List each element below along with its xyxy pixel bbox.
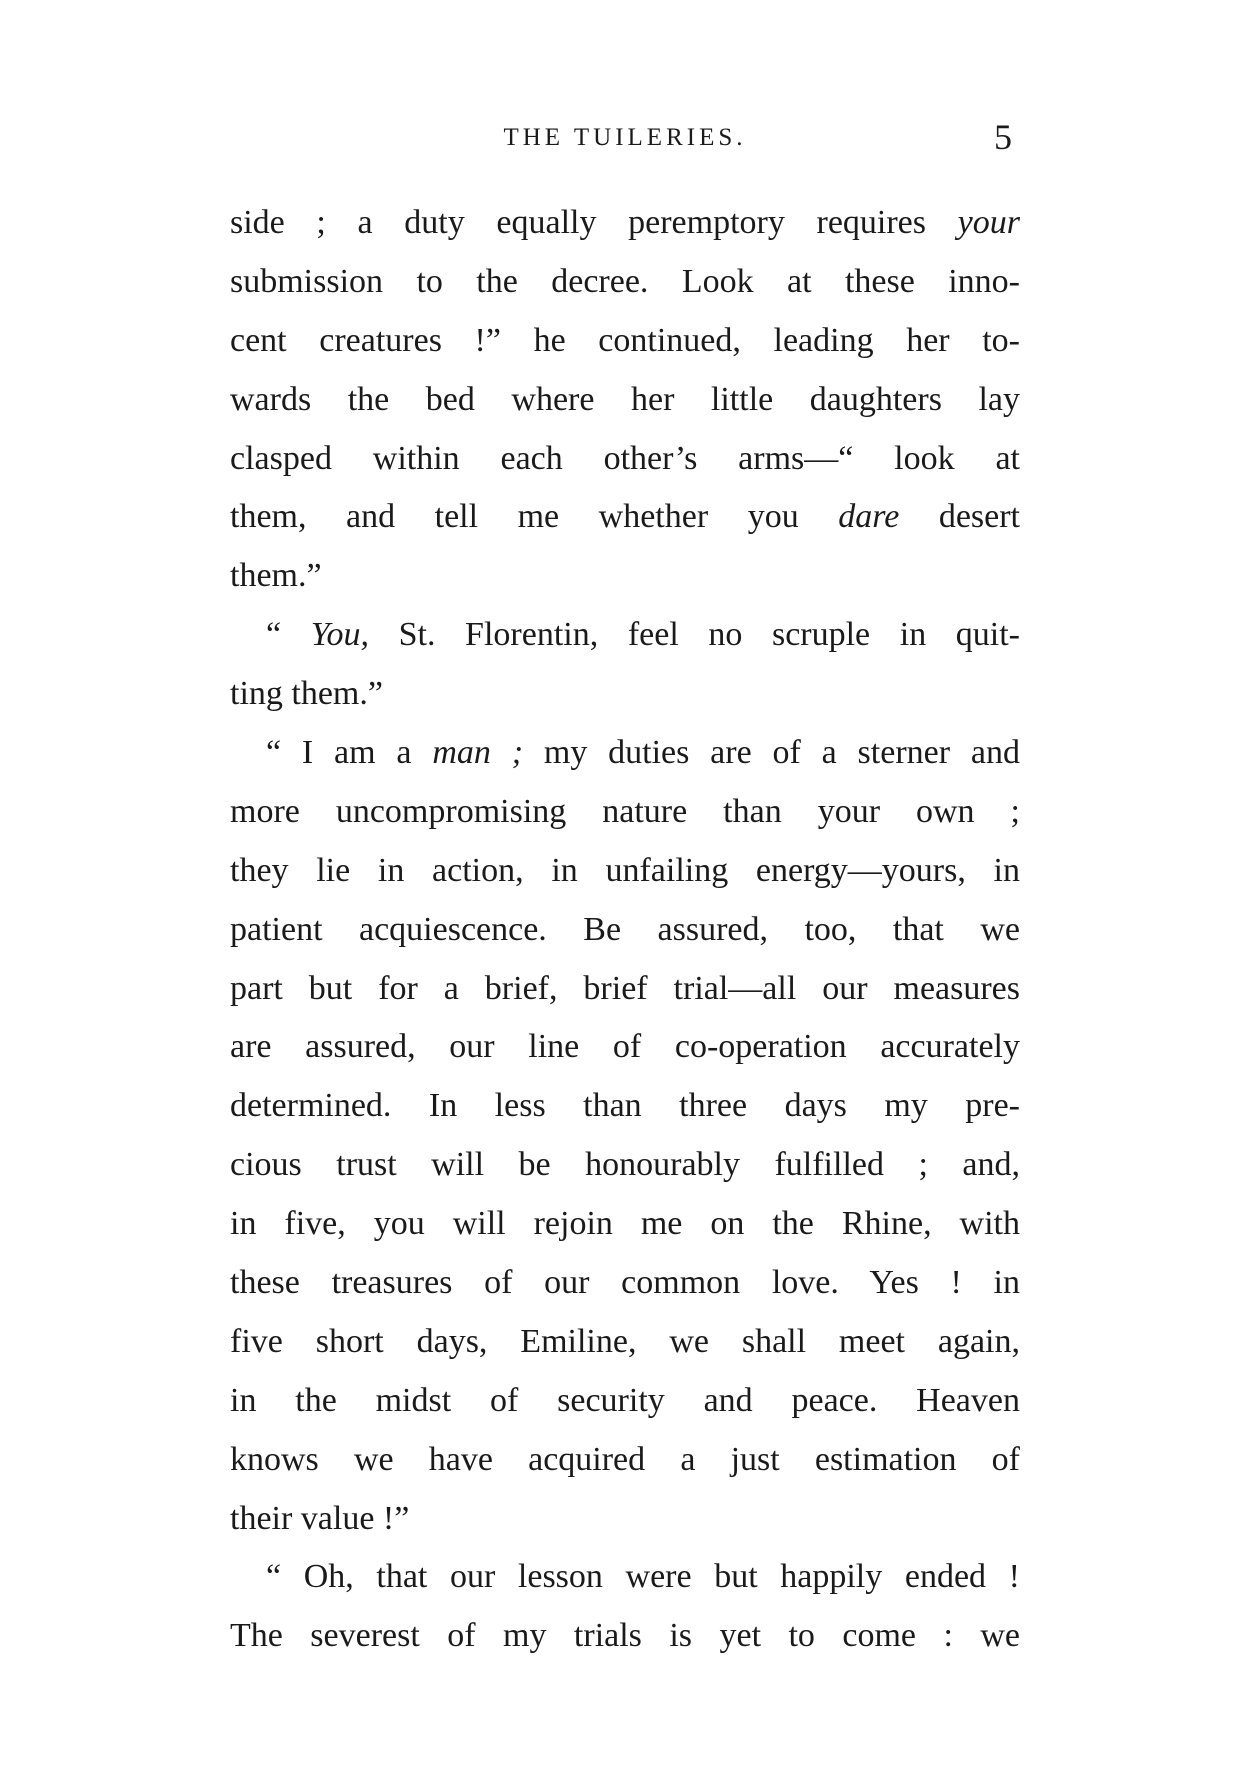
text-line: The severest of my trials is yet to come : we [230,1617,1020,1655]
text-line: them, and tell me whether you dare desert [230,498,1021,536]
text-line: they lie in action, in unfailing energy—yours, in [230,851,1020,889]
text-line: determined. In less than three days my pre- [230,1087,1020,1125]
text-line: ting them.” [230,675,383,713]
body-text [230,194,1020,1666]
running-title: THE TUILERIES. [503,124,747,151]
text-line: in the midst of security and peace. Heaven [230,1381,1020,1419]
running-head [230,118,1020,158]
text-line: their value !” [230,1499,410,1537]
text-line: cent creatures !” he continued, leading her to- [230,321,1020,359]
text-line: patient acquiescence. Be assured, too, that we [230,910,1020,948]
text-line: these treasures of our common love. Yes ! in [230,1264,1020,1302]
text-line: side ; a duty equally peremptory requires your [230,204,1020,241]
text-line: five short days, Emiline, we shall meet again, [230,1322,1020,1360]
text-line: wards the bed where her little daughters lay [230,380,1020,418]
text-line: submission to the decree. Look at these inno- [230,262,1020,300]
text-line: clasped within each other’s arms—“ look at [230,439,1020,477]
text-line: in five, you will rejoin me on the Rhine, with [230,1205,1020,1243]
text-line: them.” [230,557,322,595]
text-line: “ You, St. Florentin, feel no scruple in quit- [266,616,1021,654]
text-line: more uncompromising nature than your own ; [230,792,1020,830]
text-line: cious trust will be honourably fulfilled ; and, [230,1146,1020,1184]
page-number: 5 [994,117,1012,157]
text-line: part but for a brief, brief trial—all our measures [230,969,1020,1007]
text-line: are assured, our line of co-operation accurately [230,1028,1020,1066]
text-line: “ I am a man ; my duties are of a sterner and [266,734,1020,772]
text-line: knows we have acquired a just estimation of [230,1440,1020,1478]
text-line: “ Oh, that our lesson were but happily ended ! [266,1558,1020,1596]
